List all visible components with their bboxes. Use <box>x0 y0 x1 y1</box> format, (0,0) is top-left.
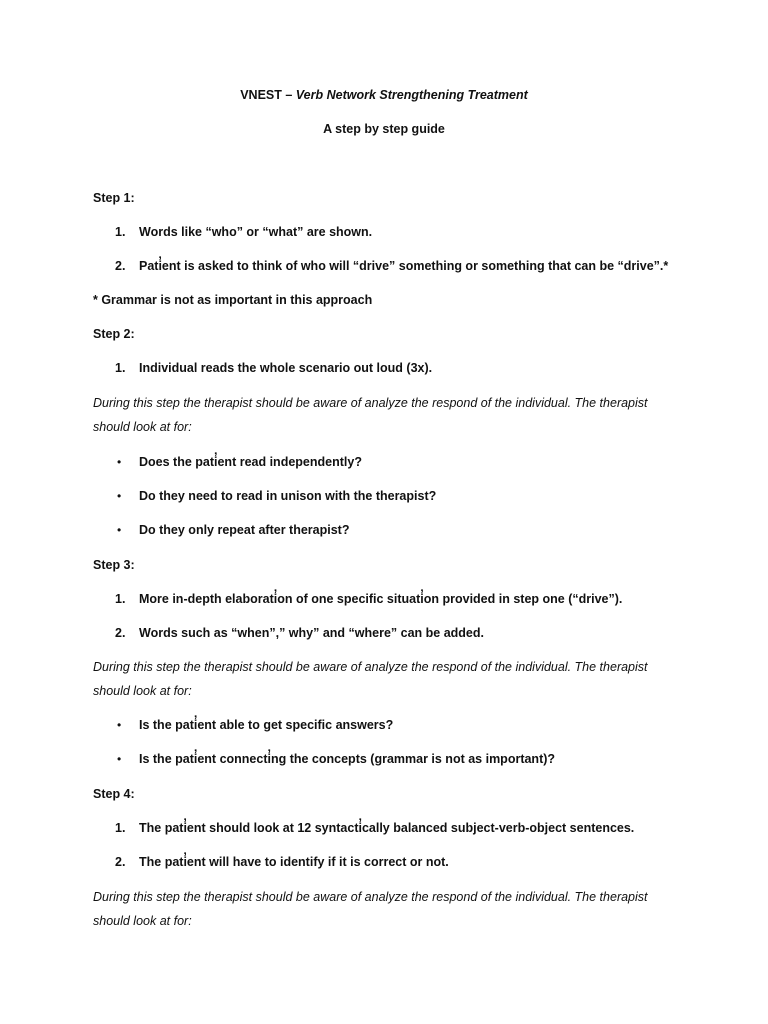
step-3-bullet-1: Is the pati̓ent able to get specific answers? <box>139 718 394 732</box>
step-2-guidance-line-2: should look at for: <box>93 420 192 434</box>
step-1-note: * Grammar is not as important in this approach <box>93 293 373 307</box>
step-1-item-1-marker: 1. <box>115 225 126 239</box>
step-3-bullet-2: Is the pati̓ent connecti̓ng the concepts (grammar is not as important)? <box>139 752 556 766</box>
step-3-guidance-line-2: should look at for: <box>93 684 192 698</box>
step-1-item-2-marker: 2. <box>115 259 126 273</box>
step-3-item-1-marker: 1. <box>115 592 126 606</box>
bullet-icon: • <box>117 752 122 766</box>
document-title <box>0 88 768 102</box>
step-3-item-2: Words such as “when”,” why” and “where” can be added. <box>139 626 484 640</box>
bullet-icon: • <box>117 523 122 537</box>
step-2-bullet-1: Does the pati̓ent read independently? <box>139 455 362 469</box>
step-4-guidance-line-1: During this step the therapist should be aware of analyze the respond of the individual. The therapist <box>93 890 648 904</box>
step-1-item-1: Words like “who” or “what” are shown. <box>139 225 373 239</box>
step-2-bullet-3: Do they only repeat after therapist? <box>139 523 350 537</box>
step-1-item-2: Pati̓ent is asked to think of who will “drive” something or something that can be “drive”.* <box>139 259 669 273</box>
step-4-heading: Step 4: <box>93 787 135 801</box>
step-3-heading: Step 3: <box>93 558 135 572</box>
step-3-item-1: More in-depth elaborati̓on of one specific situati̓on provided in step one (“drive”). <box>139 592 623 606</box>
bullet-icon: • <box>117 718 122 732</box>
step-2-guidance-line-1: During this step the therapist should be aware of analyze the respond of the individual. The therapist <box>93 396 648 410</box>
document-subtitle: A step by step guide <box>323 122 445 136</box>
step-1-heading: Step 1: <box>93 191 135 205</box>
step-4-item-1: The pati̓ent should look at 12 syntacti̓cally balanced subject-verb-object sentences. <box>139 821 635 835</box>
step-4-item-2-marker: 2. <box>115 855 126 869</box>
title-italic: Verb Network Strengthening Treatment <box>295 88 528 102</box>
step-3-item-2-marker: 2. <box>115 626 126 640</box>
step-4-item-2: The pati̓ent will have to identify if it is correct or not. <box>139 855 449 869</box>
step-2-bullet-2: Do they need to read in unison with the therapist? <box>139 489 437 503</box>
step-2-item-1: Individual reads the whole scenario out loud (3x). <box>139 361 433 375</box>
title-acronym: VNEST – <box>240 88 296 102</box>
step-4-guidance-line-2: should look at for: <box>93 914 192 928</box>
bullet-icon: • <box>117 455 122 469</box>
step-3-guidance-line-1: During this step the therapist should be aware of analyze the respond of the individual. The therapist <box>93 660 648 674</box>
step-4-item-1-marker: 1. <box>115 821 126 835</box>
step-2-heading: Step 2: <box>93 327 135 341</box>
bullet-icon: • <box>117 489 122 503</box>
step-2-item-1-marker: 1. <box>115 361 126 375</box>
